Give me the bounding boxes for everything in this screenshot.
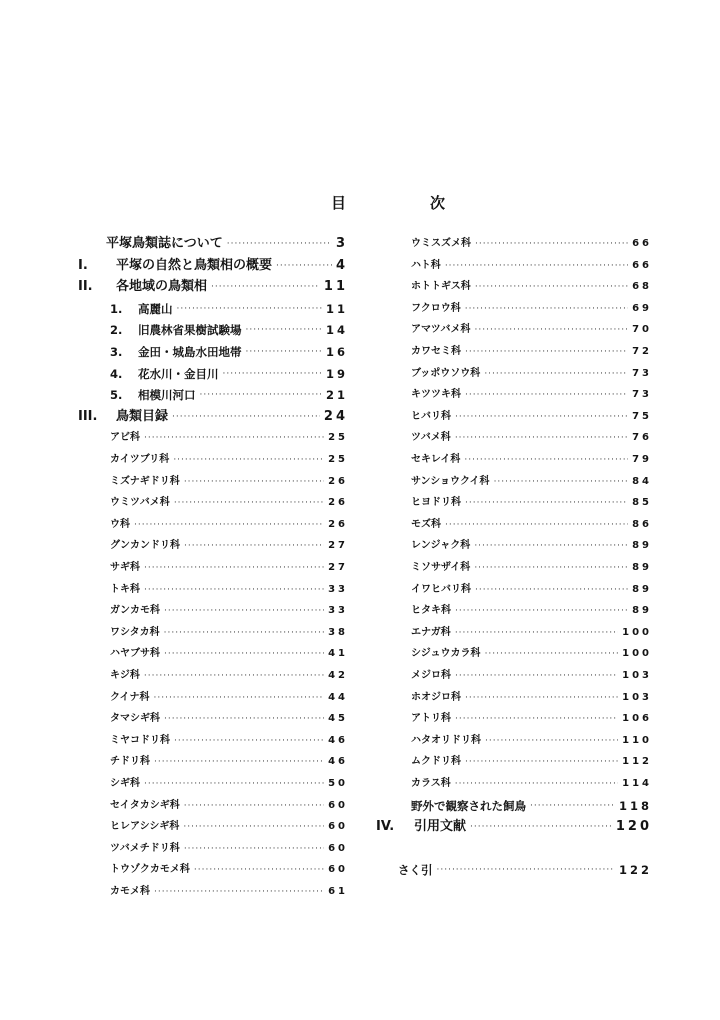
toc-entry	[411, 774, 652, 794]
toc-leader-dots	[494, 472, 629, 492]
toc-entry	[411, 644, 652, 664]
toc-entry-page: 50	[328, 778, 348, 789]
toc-leader-dots	[437, 860, 615, 880]
toc-entry-label: ヒレアシシギ科	[110, 821, 180, 833]
toc-entry-label: さく引	[398, 863, 433, 878]
toc-entry	[411, 450, 652, 470]
toc-entry-label: カラス科	[411, 778, 451, 789]
toc-entry-label: 相模川河口	[138, 388, 196, 403]
toc-entry-label: トキ科	[110, 583, 140, 595]
toc-entry-number: 4.	[110, 366, 123, 381]
toc-entry	[411, 493, 652, 513]
toc-entry-page: 60	[328, 799, 348, 811]
toc-leader-dots	[455, 709, 618, 729]
toc-entry-label: サギ科	[110, 562, 140, 573]
toc-entry-page: 27	[328, 540, 348, 552]
toc-entry	[411, 407, 652, 427]
toc-entry-number: III.	[78, 408, 98, 424]
toc-entry-page: 45	[328, 713, 348, 725]
toc-entry-page: 26	[328, 475, 348, 487]
toc-entry-label: フクロウ科	[411, 302, 461, 314]
toc-entry-label: セキレイ科	[411, 454, 461, 465]
toc-entry-label: エナガ科	[411, 626, 451, 638]
toc-entry-page: 33	[328, 605, 348, 617]
toc-entry-label: メジロ科	[411, 670, 451, 681]
toc-entry	[411, 731, 652, 751]
toc-entry-page: 11	[325, 301, 348, 316]
toc-entry-label: ハヤブサ科	[110, 648, 160, 660]
toc-entry-number: 2.	[110, 323, 123, 338]
toc-leader-dots	[455, 623, 618, 643]
toc-entry-label: ヒヨドリ科	[411, 497, 461, 509]
toc-leader-dots	[465, 688, 618, 708]
toc-leader-dots	[445, 515, 628, 535]
toc-entry	[411, 623, 652, 643]
toc-entry-number: 5.	[110, 388, 123, 403]
toc-entry-label: ツバメチドリ科	[110, 842, 180, 854]
toc-entry	[411, 342, 652, 362]
toc-entry-page: 76	[632, 432, 652, 444]
toc-entry-page: 100	[622, 648, 652, 660]
toc-entry-label: ウミツバメ科	[110, 497, 170, 509]
toc-leader-dots	[445, 256, 628, 276]
toc-entry-page: 114	[622, 778, 652, 789]
toc-entry-page: 122	[618, 863, 652, 878]
toc-entry-page: 44	[328, 691, 348, 703]
toc-title-left: 目	[331, 194, 347, 212]
toc-entry-page: 27	[328, 562, 348, 573]
toc-entry-label: ハタオリドリ科	[411, 734, 481, 746]
toc-entry	[411, 385, 652, 405]
toc-entry-label: ツバメ科	[411, 432, 451, 444]
toc-entry-label: チドリ科	[110, 756, 150, 768]
toc-entry-page: 103	[622, 691, 652, 703]
toc-entry-label: ハト科	[411, 259, 441, 271]
toc-leader-dots	[484, 364, 628, 384]
toc-entry	[411, 536, 652, 556]
toc-leader-dots	[465, 299, 628, 319]
toc-entry-label: 旧農林省果樹試験場	[138, 323, 242, 338]
toc-entry-number: IV.	[376, 819, 395, 835]
toc-entry	[411, 299, 652, 319]
toc-entry-page: 72	[632, 346, 652, 357]
toc-entry	[411, 796, 652, 816]
toc-leader-dots	[530, 796, 615, 816]
toc-entry-page: 89	[632, 605, 652, 617]
toc-entry-page: 38	[328, 626, 348, 638]
toc-entry-page: 73	[632, 367, 652, 379]
toc-entry-label: アトリ科	[411, 713, 451, 725]
toc-entry-page: 89	[632, 583, 652, 595]
toc-entry	[411, 580, 652, 600]
toc-entry-page: 25	[328, 432, 348, 444]
toc-entry-page: 106	[622, 713, 652, 725]
toc-entry-page: 68	[632, 281, 652, 293]
toc-entry-page: 19	[325, 366, 348, 381]
toc-leader-dots	[475, 277, 628, 297]
toc-entry-label: ワシタカ科	[110, 626, 160, 638]
toc-leader-dots	[485, 731, 618, 751]
toc-entry-page: 25	[328, 454, 348, 465]
toc-entry-page: 21	[325, 388, 348, 403]
toc-entry	[398, 860, 652, 880]
toc-entry-label: ウミスズメ科	[411, 238, 471, 249]
toc-entry	[411, 234, 652, 254]
toc-entry-label: ミソサザイ科	[411, 562, 471, 573]
toc-entry-label: ホオジロ科	[411, 691, 461, 703]
toc-entry-page: 14	[325, 323, 348, 338]
toc-entry-page: 73	[632, 389, 652, 401]
toc-entry-label: キツツキ科	[411, 389, 461, 401]
toc-leader-dots	[455, 774, 618, 794]
toc-leader-dots	[465, 342, 628, 362]
toc-entry	[411, 558, 652, 578]
toc-entry-label: アマツバメ科	[411, 324, 471, 336]
toc-leader-dots	[465, 385, 628, 405]
toc-entry	[411, 277, 652, 297]
toc-entry-label: ホトトギス科	[411, 281, 471, 293]
toc-entry-page: 60	[328, 821, 348, 833]
toc-entry	[411, 472, 652, 492]
toc-entry	[411, 428, 652, 448]
toc-entry-label: レンジャク科	[411, 540, 471, 552]
toc-entry-page: 61	[328, 886, 348, 897]
toc-entry-label: グンカンドリ科	[110, 540, 180, 552]
toc-entry-label: カモメ科	[110, 886, 150, 897]
toc-entry-page: 33	[328, 583, 348, 595]
toc-leader-dots	[485, 644, 619, 664]
toc-entry-page: 42	[328, 670, 348, 681]
toc-entry-label: 引用文献	[414, 819, 467, 835]
toc-entry-number: I.	[78, 257, 88, 273]
toc-entry-label: キジ科	[110, 670, 140, 681]
toc-entry-page: 3	[335, 236, 348, 251]
toc-entry-page: 60	[328, 842, 348, 854]
toc-entry	[411, 709, 652, 729]
toc-entry	[411, 256, 652, 276]
toc-entry-label: カワセミ科	[411, 346, 461, 357]
toc-entry-label: 平塚の自然と鳥類相の概要	[116, 257, 273, 273]
toc-entry-page: 26	[328, 518, 348, 530]
toc-entry-page: 4	[335, 257, 348, 273]
toc-entry-page: 26	[328, 497, 348, 509]
toc-entry-label: サンショウクイ科	[411, 475, 490, 487]
toc-entry-label: 各地域の鳥類相	[116, 279, 208, 295]
toc-entry-page: 46	[328, 756, 348, 768]
toc-leader-dots	[455, 666, 618, 686]
toc-entry-page: 69	[632, 302, 652, 314]
toc-leader-dots	[465, 752, 618, 772]
toc-entry-label: クイナ科	[110, 691, 150, 703]
toc-entry-label: ミズナギドリ科	[110, 475, 180, 487]
toc-entry-label: トウゾクカモメ科	[110, 864, 190, 876]
toc-entry-page: 60	[328, 864, 348, 876]
toc-entry	[411, 601, 652, 621]
toc-leader-dots	[455, 428, 628, 448]
toc-entry-page: 86	[632, 518, 652, 530]
toc-entry-label: ウ科	[110, 518, 130, 530]
toc-leader-dots	[470, 817, 612, 837]
toc-entry-page: 89	[632, 540, 652, 552]
toc-entry-page: 24	[323, 408, 348, 424]
toc-entry-number: 1.	[110, 301, 123, 316]
toc-entry-page: 84	[632, 475, 652, 487]
toc-entry-label: シジュウカラ科	[411, 648, 481, 660]
toc-entry-page: 110	[622, 734, 652, 746]
toc-entry-number: 3.	[110, 345, 123, 359]
toc-entry	[411, 320, 652, 340]
toc-entry-label: ブッポウソウ科	[411, 367, 481, 379]
toc-entry-page: 118	[618, 798, 652, 813]
toc-entry-page: 120	[615, 819, 652, 835]
toc-entry-label: ムクドリ科	[411, 756, 461, 768]
toc-title-right: 次	[430, 194, 446, 212]
toc-leader-dots	[474, 536, 628, 556]
toc-entry-page: 89	[632, 562, 652, 573]
toc-entry-label: カイツブリ科	[110, 454, 170, 465]
toc-entry-number: II.	[78, 279, 93, 295]
toc-entry-page: 46	[328, 734, 348, 746]
toc-entry-page: 112	[622, 756, 652, 768]
toc-entry-label: 金田・城島水田地帯	[138, 345, 242, 359]
toc-entry	[376, 817, 652, 837]
toc-leader-dots	[475, 580, 628, 600]
toc-entry-page: 66	[632, 238, 652, 249]
toc-leader-dots	[455, 601, 628, 621]
toc-entry	[411, 752, 652, 772]
toc-entry-page: 11	[323, 279, 348, 295]
toc-entry-label: 高麗山	[138, 301, 173, 316]
toc-entry-page: 75	[632, 410, 652, 422]
toc-entry-label: シギ科	[110, 778, 140, 789]
toc-entry	[411, 364, 652, 384]
toc-entry-label: ミヤコドリ科	[110, 734, 170, 746]
toc-entry	[411, 666, 652, 686]
toc-entry-page: 16	[325, 345, 348, 359]
toc-entry-page: 103	[622, 670, 652, 681]
toc-entry-label: 野外で観察された飼鳥	[411, 798, 526, 813]
toc-entry	[411, 515, 652, 535]
toc-entry-page: 100	[622, 626, 652, 638]
toc-entry-label: 平塚鳥類誌について	[106, 236, 223, 251]
toc-entry-page: 41	[328, 648, 348, 660]
toc-entry-label: セイタカシギ科	[110, 799, 180, 811]
toc-leader-dots	[475, 234, 628, 254]
toc-entry-label: ガンカモ科	[110, 605, 160, 617]
toc-entry-label: モズ科	[411, 518, 441, 530]
toc-entry-page: 70	[632, 324, 652, 336]
toc-leader-dots	[474, 558, 628, 578]
toc-leader-dots	[455, 407, 628, 427]
toc-entry-label: 花水川・金目川	[138, 366, 219, 381]
toc-leader-dots	[465, 493, 628, 513]
toc-entry-label: 鳥類目録	[116, 408, 169, 424]
toc-leader-dots	[464, 450, 628, 470]
toc-entry-label: イワヒバリ科	[411, 583, 471, 595]
toc-entry-label: アビ科	[110, 432, 140, 444]
toc-entry-page: 79	[632, 454, 652, 465]
toc-entry	[411, 688, 652, 708]
toc-entry-page: 66	[632, 259, 652, 271]
toc-entry-page: 85	[632, 497, 652, 509]
toc-entry-label: タマシギ科	[110, 713, 160, 725]
toc-entry-label: ヒタキ科	[411, 605, 451, 617]
toc-leader-dots	[475, 320, 629, 340]
toc-entry-label: ヒバリ科	[411, 410, 451, 422]
